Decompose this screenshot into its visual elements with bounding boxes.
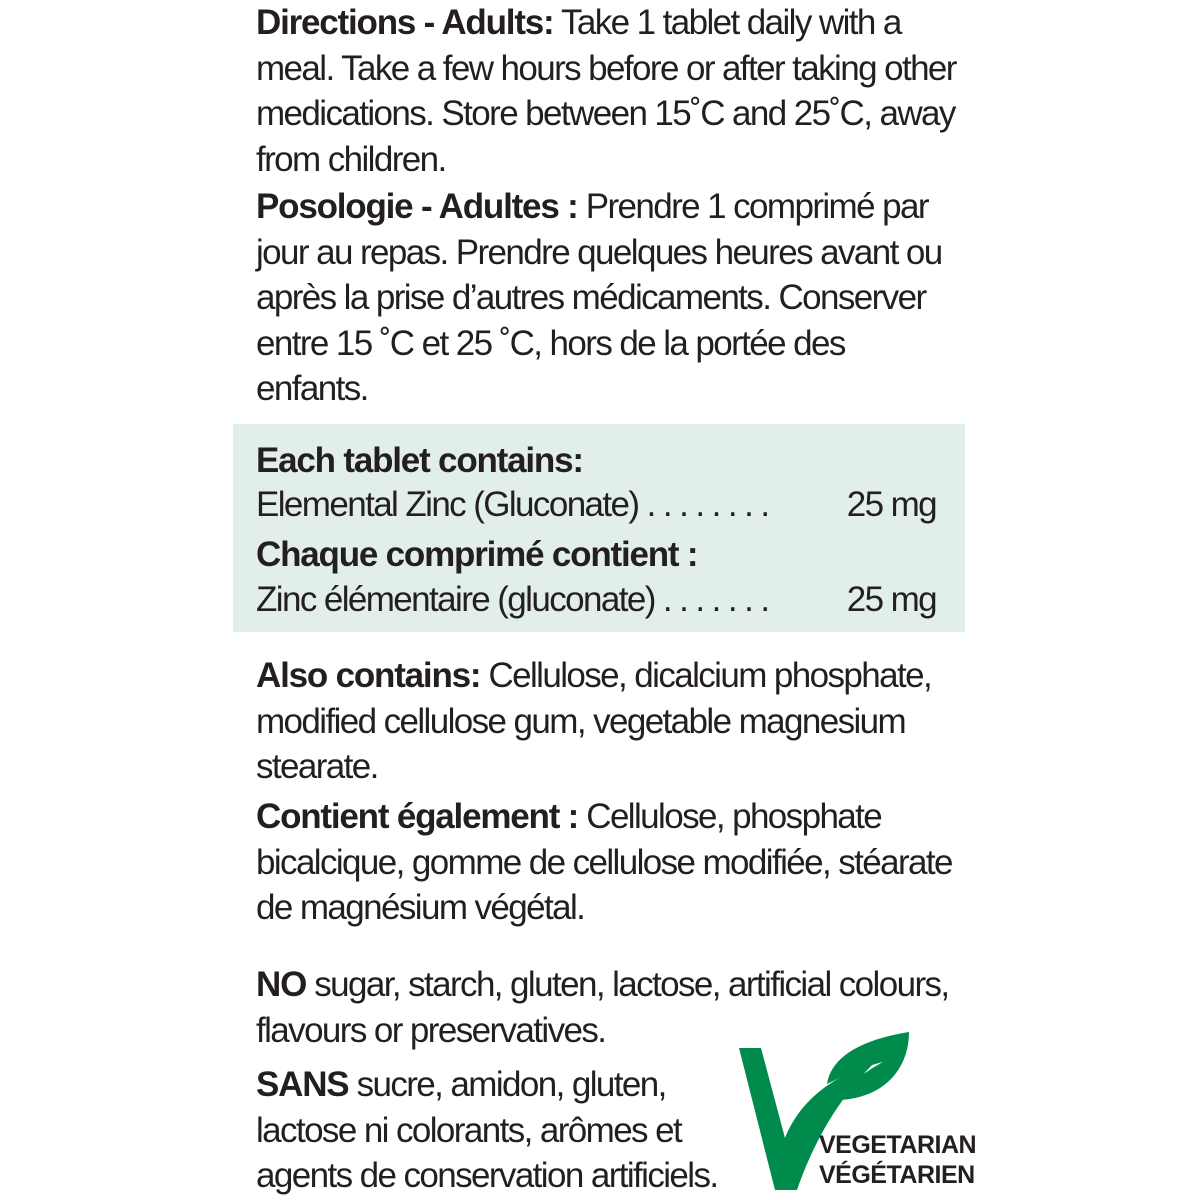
directions-en	[256, 0, 956, 182]
vegetarian-label-en: VEGETARIAN	[819, 1131, 977, 1159]
ingredient-name-fr: Zinc élémentaire (gluconate) . . . . . . .	[256, 580, 769, 619]
directions-fr-text: Prendre 1 comprimé par jour au repas. Prendre quelques heures avant ou après la prise d’autres médicaments. Conserver entre 15 ˚C et 25 ˚C, hors de la portée des enfants.	[256, 187, 942, 408]
ingredient-amount-en: 25 mg	[846, 485, 936, 524]
free-from-fr-label: SANS	[256, 1065, 349, 1104]
vegetarian-label-fr: VÉGÉTARIEN	[819, 1161, 975, 1189]
ingredient-row-fr	[256, 577, 936, 623]
directions-en-text: Take 1 tablet daily with a meal. Take a few hours before or after taking other medications. Store between 15˚C and 25˚C, away from children.	[256, 3, 956, 179]
ingredient-amount-fr: 25 mg	[846, 580, 936, 619]
vegetarian-badge	[735, 1028, 977, 1198]
free-from-en-label: NO	[256, 965, 307, 1004]
ingredients-heading-en: Each tablet contains:	[256, 441, 583, 480]
directions-en-label: Directions - Adults:	[256, 3, 554, 42]
free-from-en-text: sugar, starch, gluten, lactose, artificial colours, flavours or preservatives.	[256, 965, 949, 1050]
free-from-fr	[256, 1062, 726, 1199]
also-contains-en-text: Cellulose, dicalcium phosphate, modified cellulose gum, vegetable magnesium stearate.	[256, 656, 932, 786]
ingredients-heading-fr: Chaque comprimé contient :	[256, 535, 698, 574]
also-contains-en	[256, 653, 956, 790]
also-contains-fr	[256, 794, 956, 931]
also-contains-fr-label: Contient également :	[256, 797, 579, 836]
also-contains-fr-text: Cellulose, phosphate bicalcique, gomme de cellulose modifiée, stéarate de magnésium végétal.	[256, 797, 952, 927]
free-from-fr-text: sucre, amidon, gluten, lactose ni colorants, arômes et agents de conservation artificiels.	[256, 1065, 718, 1195]
also-contains-en-label: Also contains:	[256, 656, 481, 695]
ingredient-row-en	[256, 482, 936, 528]
directions-fr	[256, 184, 956, 412]
directions-fr-label: Posologie - Adultes :	[256, 187, 578, 226]
ingredient-name-en: Elemental Zinc (Gluconate) . . . . . . . .	[256, 485, 769, 524]
